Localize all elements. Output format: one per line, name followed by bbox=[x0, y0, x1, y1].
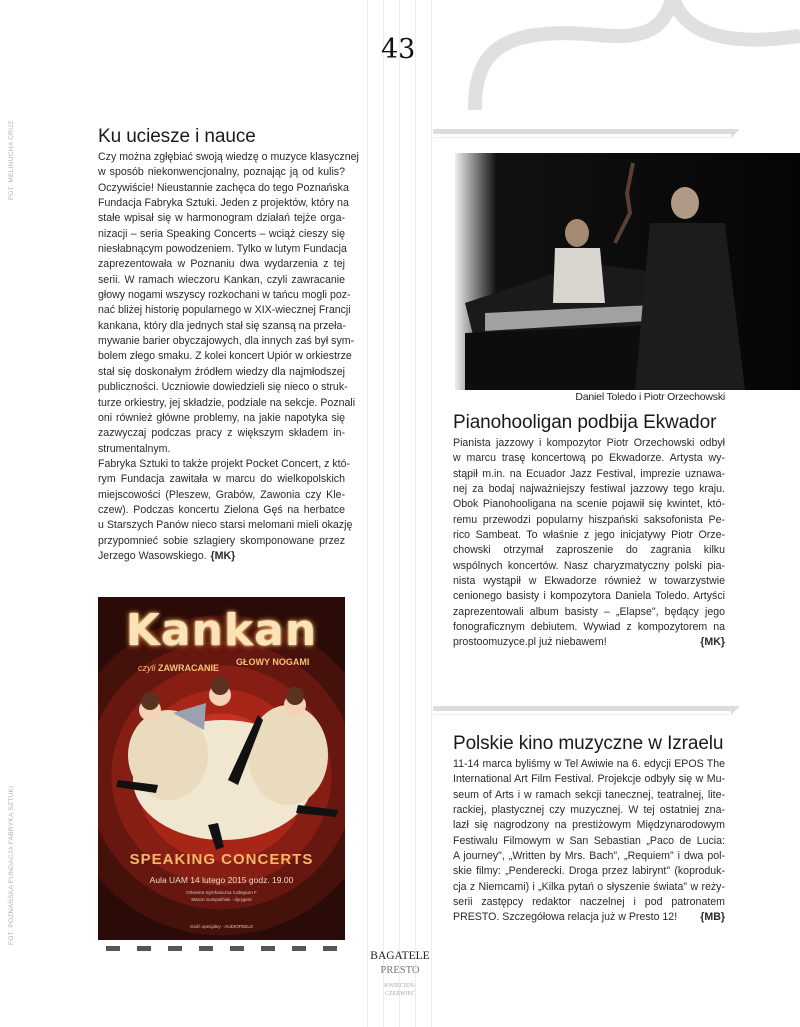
text-line: PRESTO. Szczegółowa relacja już w Presto 12! {MB} bbox=[453, 910, 725, 925]
text-line: stałe wpisał się w harmonogram działań tejże orga- bbox=[98, 212, 345, 225]
pianist-and-bassist-image bbox=[455, 153, 800, 390]
poster-subtitle-1: ZAWRACANIE bbox=[158, 663, 220, 673]
text-line: rackiej, plastycznej czy muzycznej. W tej ostatniej zna- bbox=[453, 804, 725, 817]
page-number: 43 bbox=[381, 34, 416, 65]
sponsor-logos bbox=[98, 940, 345, 956]
text-line: wspólnych koncertów. Nasz charyzmatyczny polski pia- bbox=[453, 559, 725, 572]
text-line: nać bliżej historię popularnego w XIX-wiecznej Francji bbox=[98, 304, 351, 317]
dancers-illustration bbox=[98, 675, 345, 855]
text-line: kankana, który dla jednych stał się szansą na przeła- bbox=[98, 319, 346, 332]
section-name: BAGATELE bbox=[370, 950, 430, 962]
decorative-brace-ornament bbox=[0, 0, 800, 130]
text-line: Festiwalu Filmowym w San Sebastian „Paco de Lucia: bbox=[453, 834, 725, 847]
article-body bbox=[453, 436, 725, 651]
text-line: serii. W ramach wieczoru Kankan, czyli zawracanie bbox=[98, 273, 345, 286]
poster-title: Kankan bbox=[125, 605, 318, 656]
decorative-line bbox=[431, 0, 432, 1027]
text-line: strumentalnym. bbox=[98, 442, 171, 455]
text-line: zazwyczaj podczas pracy z większym składem in- bbox=[98, 427, 345, 440]
sponsor-logo bbox=[199, 946, 213, 951]
decorative-line bbox=[383, 0, 384, 1027]
decorative-line bbox=[399, 0, 400, 1027]
text-line: zaprezentowali album basisty – „Elapse", będący jego bbox=[453, 605, 725, 618]
text-line: prostoomuzyce.pl już niebawem! {MK} bbox=[453, 635, 725, 650]
poster-series: SPEAKING CONCERTS bbox=[129, 851, 314, 868]
poster-orchestra: Orkiestra Symfoniczna Collegium F bbox=[186, 890, 257, 895]
sponsor-logo bbox=[137, 946, 151, 951]
text-line: chowski otrzymał zaproszenie do zagrania kilku bbox=[453, 544, 725, 557]
text-line: nista wystąpił w Ekwadorze również w towarzystwie bbox=[453, 575, 725, 588]
article-title: Pianohooligan podbija Ekwador bbox=[453, 412, 717, 433]
text-line: fonograficznym debiutem. Wywiad z kompozytorem na bbox=[453, 621, 725, 634]
text-line: rym Fundacja zawitała w marcu do wielkopolskich bbox=[98, 473, 345, 486]
magazine-name: PRESTO bbox=[380, 965, 420, 976]
article-body bbox=[98, 150, 359, 564]
poster-conductor: Marcin Sompoliński - dyrygent bbox=[191, 897, 252, 902]
text-line: zaprezentowała w Poznaniu dwa wydarzenia z tej bbox=[98, 258, 345, 271]
text-line: serii zastępcy redaktor naczelnej i pod patronatem bbox=[453, 896, 725, 909]
article-title: Ku uciesze i nauce bbox=[98, 126, 256, 147]
section-divider-line bbox=[433, 714, 733, 715]
author-signature: {MK} bbox=[700, 636, 725, 649]
poster-guest: Gość specjalny - AUDIOFEELS bbox=[190, 924, 253, 929]
article-title: Polskie kino muzyczne w Izraelu bbox=[453, 733, 724, 754]
text-line: nej za bodaj najważniejszy festiwal jazzowy tego kraju. bbox=[453, 483, 725, 496]
text-line: niesłabnącym powodzeniem. Tylko w lutym Fundacja bbox=[98, 243, 347, 256]
text-line: stał się doskonałym źródłem wiedzy dla najmłodszej bbox=[98, 365, 345, 378]
text-line: stąpił m.in. na Ecuador Jazz Festival, imprezie uznawa- bbox=[453, 467, 725, 480]
photo-credit-bottom: FOT. POZNAŃSKA FUNDACJA FABRYKA SZTUKI bbox=[8, 785, 15, 945]
text-line: cenionego basisty i kompozytora Daniela Toledo. Artyści bbox=[453, 590, 725, 603]
text-line: lazł się nagrodzony na prestiżowym Międzynarodowym bbox=[453, 819, 725, 832]
text-line: u Starszych Panów nieco starsi melomani mieli okazję bbox=[98, 519, 353, 532]
section-divider-line bbox=[433, 137, 733, 138]
sponsor-logo bbox=[106, 946, 120, 951]
text-line: oni również główne problemy, na jakie napotyka się bbox=[98, 411, 345, 424]
text-line: Jerzego Wasowskiego. {MK} bbox=[98, 549, 236, 562]
text-line: w sposób niekonwencjonalny, poznając ją od kulis? bbox=[98, 166, 345, 179]
text-line: Fabryka Sztuki to także projekt Pocket Concert, z któ- bbox=[98, 457, 350, 470]
text-line: głowy nogami wszyscy rozkochani w tańcu mogli poz- bbox=[98, 289, 351, 302]
text-line: turze orkiestry, jej składzie, podziale na sekcje. Poznali bbox=[98, 396, 356, 409]
poster-event: Aula UAM 14 lutego 2015 godz. 19.00 bbox=[149, 875, 294, 885]
text-line: mywanie barier obyczajowych, dla innych zaś był sym- bbox=[98, 335, 355, 348]
text-line: publiczności. Uczniowie dowiedzieli się nieco o struk- bbox=[98, 381, 348, 394]
sponsor-logo bbox=[292, 946, 306, 951]
text-line: przypomnieć sobie szlagiery skomponowane przez bbox=[98, 534, 345, 547]
text-line: International Art Film Festival. Projekcje odbyły się w Mu- bbox=[453, 773, 725, 786]
decorative-line bbox=[415, 0, 416, 1027]
text-line: remu przewodzi popularny hiszpański saksofonista Pe- bbox=[453, 513, 725, 526]
photo-caption: Daniel Toledo i Piotr Orzechowski bbox=[575, 391, 725, 403]
author-signature: {MK} bbox=[210, 549, 236, 562]
section-divider bbox=[433, 129, 733, 134]
text-line: nizacji – seria Speaking Concerts – wciąż cieszy się bbox=[98, 227, 345, 240]
decorative-line bbox=[367, 0, 368, 1027]
text-line: A journey", „Written by Mrs. Bach", „Requiem" i dwa pol- bbox=[453, 850, 725, 863]
text-line: w marcu trasę koncertową po Ekwadorze. Artysta wy- bbox=[453, 452, 725, 465]
text-line: miejscowości (Pleszew, Grabów, Zawonia czy Kle- bbox=[98, 488, 345, 501]
sponsor-logo bbox=[230, 946, 244, 951]
text-line: bolem złego smaku. Z kolei koncert Upiór w orkiestrze bbox=[98, 350, 352, 363]
text-line: Pianista jazzowy i kompozytor Piotr Orzechowski odbył bbox=[453, 437, 725, 449]
sponsor-logo bbox=[323, 946, 337, 951]
text-line: skie filmy: „Penderecki. Droga przez labirynt" (koproduk- bbox=[453, 865, 725, 878]
text-line: czew). Podczas koncertu Zielona Gęś na herbatce bbox=[98, 503, 345, 516]
text-line: Fundacja Fabryka Sztuki. Jeden z projektów, który na bbox=[98, 197, 349, 210]
article-body bbox=[453, 757, 725, 926]
sponsor-logo bbox=[168, 946, 182, 951]
text-line: Oczywiście! Nieustannie zachęca do tego Poznańska bbox=[98, 181, 349, 194]
kankan-poster bbox=[98, 597, 345, 940]
sponsor-logo bbox=[261, 946, 275, 951]
text-line: cja z Niemcami) i „Kilka pytań o słyszenie świata" w reży- bbox=[453, 880, 725, 893]
text-line: rico Sambeat. To właśnie z jego inicjatywy Piotr Orze- bbox=[453, 529, 725, 542]
poster-subtitle-2: GŁOWY NOGAMI bbox=[236, 657, 310, 667]
concert-photo bbox=[455, 153, 800, 390]
text-line: Czy można zgłębiać swoją wiedzę o muzyce klasycznej bbox=[98, 151, 359, 163]
text-line: 11-14 marca byliśmy w Tel Awiwie na 6. edycji EPOS The bbox=[453, 758, 725, 770]
text-line: Obok Pianohooligana na scenie pojawił się kwintet, któ- bbox=[453, 498, 725, 511]
author-signature: {MB} bbox=[700, 911, 725, 924]
poster-subtitle-prefix: czyli bbox=[138, 663, 156, 673]
photo-credit-top: FOT. MELINUCHA CRUZ bbox=[8, 120, 15, 200]
issue-date-line-2: CZERWIEC bbox=[384, 991, 416, 997]
section-divider bbox=[433, 706, 733, 711]
issue-date-line-1: KWIECIEŃ- bbox=[384, 983, 416, 989]
text-line: seum of Arts i w ramach sekcji tanecznej, teatralnej, lite- bbox=[453, 788, 725, 801]
